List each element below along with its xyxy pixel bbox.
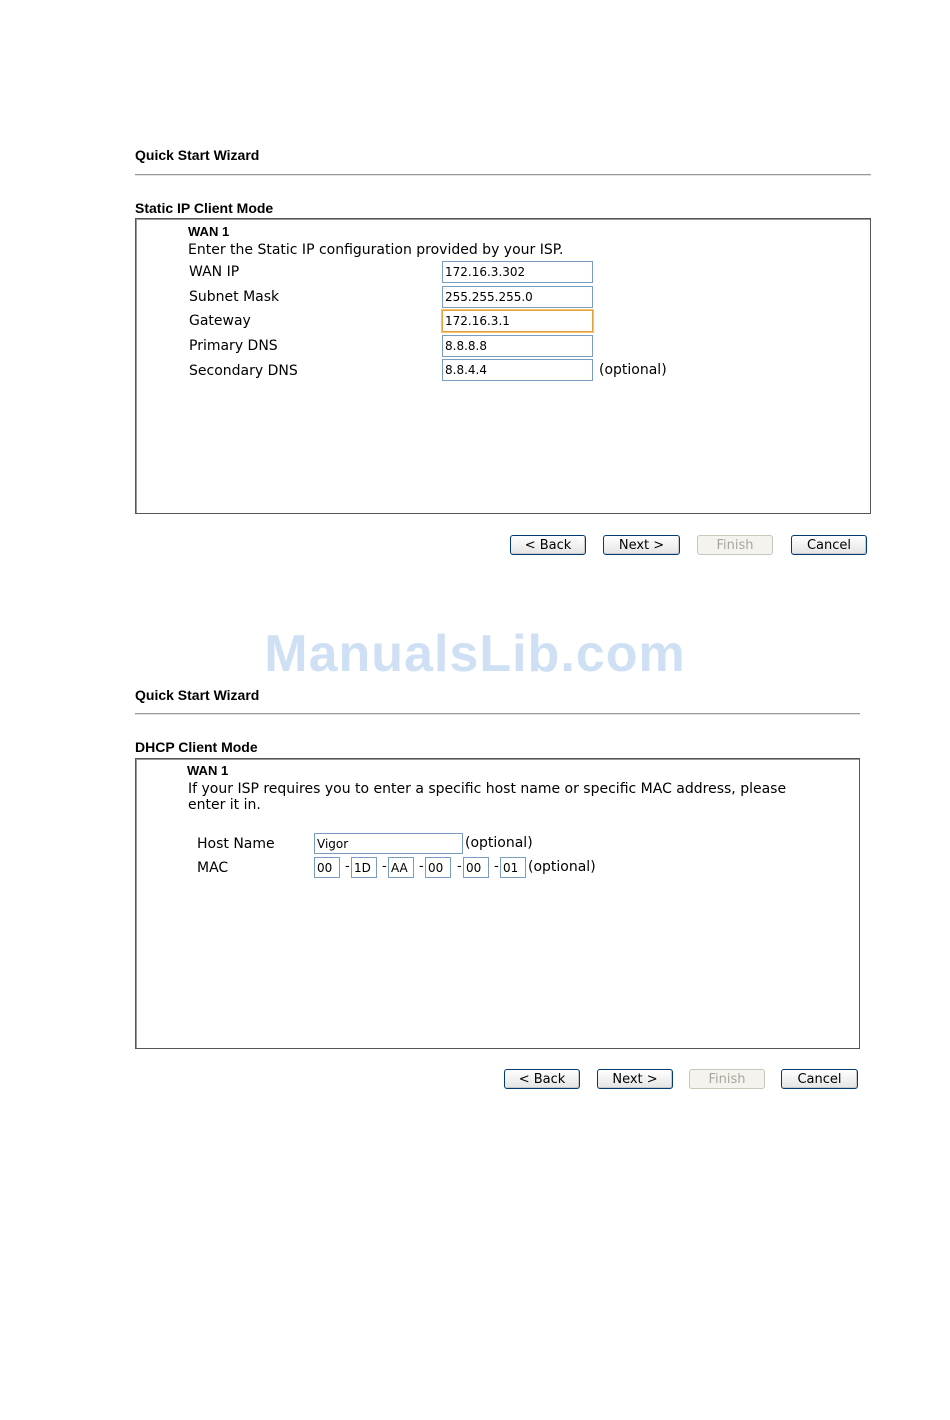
host-name-optional-note: (optional): [465, 835, 533, 851]
static-intro-text: Enter the Static IP configuration provided by your ISP.: [188, 242, 564, 258]
static-next-button[interactable]: Next >: [603, 535, 680, 555]
host-name-input[interactable]: [314, 833, 463, 854]
dhcp-intro-line-2: enter it in.: [188, 797, 261, 813]
static-wan-label: WAN 1: [188, 224, 230, 239]
static-back-button[interactable]: < Back: [510, 535, 586, 555]
dhcp-wizard-title: Quick Start Wizard: [135, 687, 260, 703]
static-finish-button[interactable]: Finish: [697, 535, 773, 555]
mac-separator: -: [345, 859, 350, 874]
dhcp-wan-label: WAN 1: [187, 763, 229, 778]
dhcp-title-divider: [135, 713, 860, 715]
mac-octet-3[interactable]: [388, 857, 414, 878]
static-section-title: Static IP Client Mode: [135, 200, 274, 216]
mac-optional-note: (optional): [528, 859, 596, 875]
secondary-dns-optional-note: (optional): [599, 362, 667, 378]
wan-ip-input[interactable]: [442, 261, 593, 283]
mac-octet-2[interactable]: [351, 857, 377, 878]
wan-ip-label: WAN IP: [189, 264, 240, 280]
static-wizard-title: Quick Start Wizard: [135, 147, 260, 163]
static-title-divider: [135, 174, 871, 176]
static-cancel-button[interactable]: Cancel: [791, 535, 867, 555]
mac-octet-4[interactable]: [425, 857, 451, 878]
subnet-mask-label: Subnet Mask: [189, 289, 280, 305]
gateway-label: Gateway: [189, 313, 251, 329]
gateway-input[interactable]: [442, 310, 593, 332]
secondary-dns-input[interactable]: [442, 359, 593, 381]
dhcp-section-title: DHCP Client Mode: [135, 739, 258, 755]
host-name-label: Host Name: [197, 836, 275, 852]
subnet-mask-input[interactable]: [442, 286, 593, 308]
dhcp-next-button[interactable]: Next >: [597, 1069, 673, 1089]
mac-separator: -: [382, 859, 387, 874]
dhcp-finish-button[interactable]: Finish: [689, 1069, 765, 1089]
primary-dns-label: Primary DNS: [189, 338, 278, 354]
secondary-dns-label: Secondary DNS: [189, 363, 298, 379]
mac-octet-1[interactable]: [314, 857, 340, 878]
primary-dns-input[interactable]: [442, 335, 593, 357]
dhcp-intro-line-1: If your ISP requires you to enter a specific host name or specific MAC address, please: [188, 781, 787, 797]
mac-octet-5[interactable]: [463, 857, 489, 878]
mac-separator: -: [494, 859, 499, 874]
mac-label: MAC: [197, 860, 229, 876]
mac-octet-6[interactable]: [500, 857, 526, 878]
dhcp-cancel-button[interactable]: Cancel: [781, 1069, 858, 1089]
dhcp-back-button[interactable]: < Back: [504, 1069, 580, 1089]
manualslib-watermark: ManualsLib.com: [264, 625, 686, 683]
mac-separator: -: [419, 859, 424, 874]
mac-separator: -: [457, 859, 462, 874]
